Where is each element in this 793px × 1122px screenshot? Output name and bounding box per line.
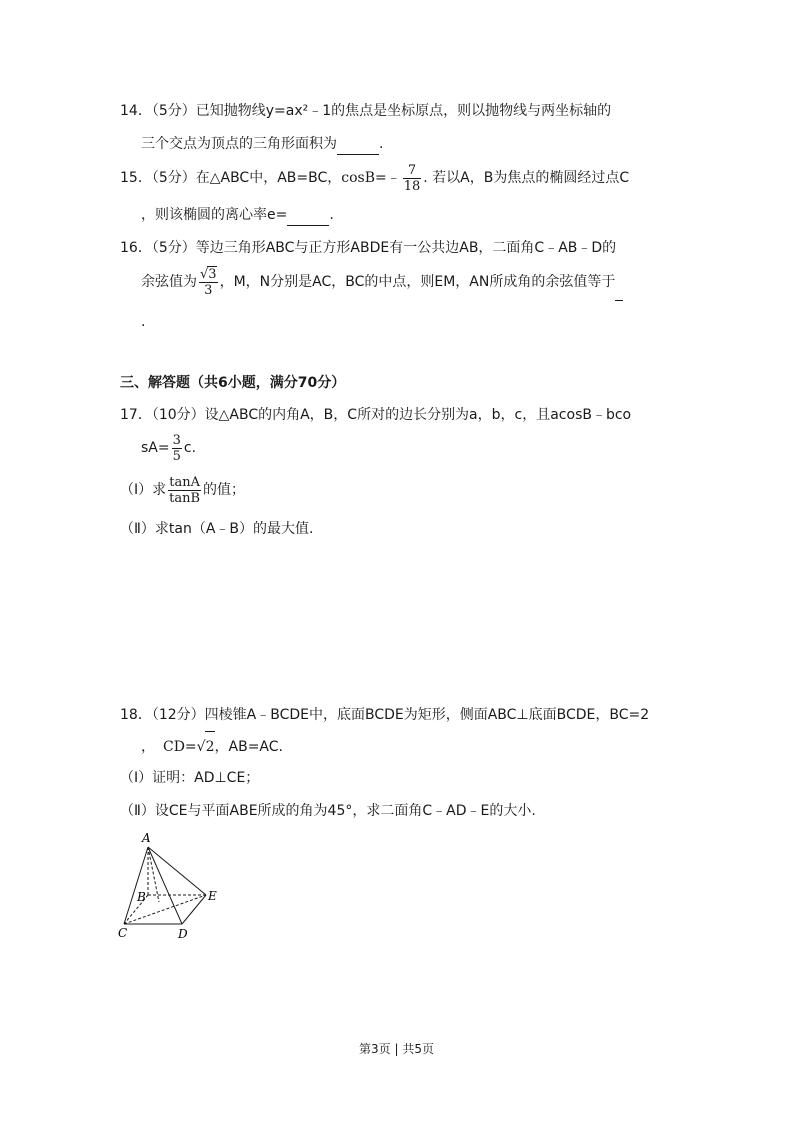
q15-frac-num: 7 [403, 163, 422, 179]
q18-line1: 18．（12分）四棱锥A﹣BCDE中，底面BCDE为矩形，侧面ABC⊥底面BCDE，BC=2 [120, 707, 650, 723]
q17-text2: c. [183, 440, 197, 456]
q17-part1-fraction [168, 475, 201, 506]
q16-frac-num: √3 [200, 267, 217, 282]
q15-text2: . 若以A，B为焦点的椭圆经过点C [423, 170, 630, 186]
q16-frac-den: 3 [204, 283, 213, 298]
q18-cd-label: CD= [163, 739, 197, 755]
edge-ad [148, 847, 182, 924]
q18-part2: （Ⅱ）设CE与平面ABE所成的角为45°，求二面角C﹣AD﹣E的大小. [120, 803, 536, 819]
q16-text2: ，M，N分别是AC，BC的中点，则EM，AN所成角的余弦值等于 [219, 274, 616, 290]
q16-line1: 16．（5分）等边三角形ABC与正方形ABDE有一公共边AB，二面角C﹣AB﹣D的 [120, 240, 617, 256]
vertex-b-label: B [137, 890, 146, 904]
q17-part2: （Ⅱ）求tan（A﹣B）的最大值. [120, 521, 314, 537]
vertex-d-label: D [178, 927, 188, 941]
edge-de [182, 895, 206, 924]
q14-answer-blank [337, 134, 379, 155]
pyramid-figure [112, 828, 222, 944]
edge-ae [148, 847, 206, 895]
q15-line2-text: ，则该椭圆的离心率e= [141, 207, 288, 223]
q17-line2 [141, 430, 196, 466]
q14-line1: 14．（5分）已知抛物线y=ax²﹣1的焦点是坐标原点，则以抛物线与两坐标轴的 [120, 103, 612, 119]
vertex-c-label: C [118, 926, 128, 940]
q17-part1-text: （Ⅰ）求 [120, 482, 167, 498]
section-3-title: 三、解答题（共6小题，满分70分） [120, 375, 346, 391]
q18-part1: （Ⅰ）证明：AD⊥CE； [120, 770, 260, 786]
q18-line2 [141, 731, 283, 761]
q16-answer-blank [615, 264, 623, 301]
q17-text: sA= [141, 440, 170, 456]
q16-fraction [199, 266, 218, 298]
q17-part1-text2: 的值； [203, 482, 246, 498]
q15-fraction [403, 163, 422, 194]
q18-sqrt-value: 2 [205, 731, 215, 762]
q17-line1: 17．（10分）设△ABC的内角A，B，C所对的边长分别为a，b，c，且acosB﹣bco [120, 407, 632, 423]
q18-text2: ，AB=AC. [214, 739, 283, 755]
q15-line2 [141, 205, 334, 226]
q15-line1 [120, 160, 629, 196]
q17-frac-den: 5 [172, 448, 181, 464]
q15-text: 15．（5分）在△ABC中，AB=BC， [120, 170, 342, 186]
q17-fraction [172, 433, 182, 464]
q17-part1-num: tanA [169, 474, 200, 490]
q15-frac-den: 18 [403, 178, 421, 194]
q18-sqrt: √2 [197, 739, 215, 755]
q18-text: ， [141, 739, 155, 755]
q15-answer-blank [287, 205, 329, 226]
q17-frac-num: 3 [172, 432, 181, 448]
q16-line3: . [141, 314, 146, 330]
q17-part1-den: tanB [169, 490, 201, 506]
q14-text: 三个交点为顶点的三角形面积为 [141, 136, 337, 152]
q16-sqrt-value: 3 [208, 267, 217, 282]
vertex-a-label: A [142, 831, 151, 845]
q16-text: 余弦值为 [141, 274, 197, 290]
q15-cos-label: cosB=﹣ [341, 170, 401, 186]
vertex-e-label: E [208, 889, 217, 903]
edge-ac [124, 847, 148, 924]
q15-period: . [329, 207, 334, 223]
q14-period: . [379, 136, 384, 152]
q17-part1 [120, 472, 245, 508]
q16-line2 [141, 264, 623, 300]
page-footer: 第3页 | 共5页 [359, 1042, 434, 1056]
q14-line2 [141, 134, 383, 155]
